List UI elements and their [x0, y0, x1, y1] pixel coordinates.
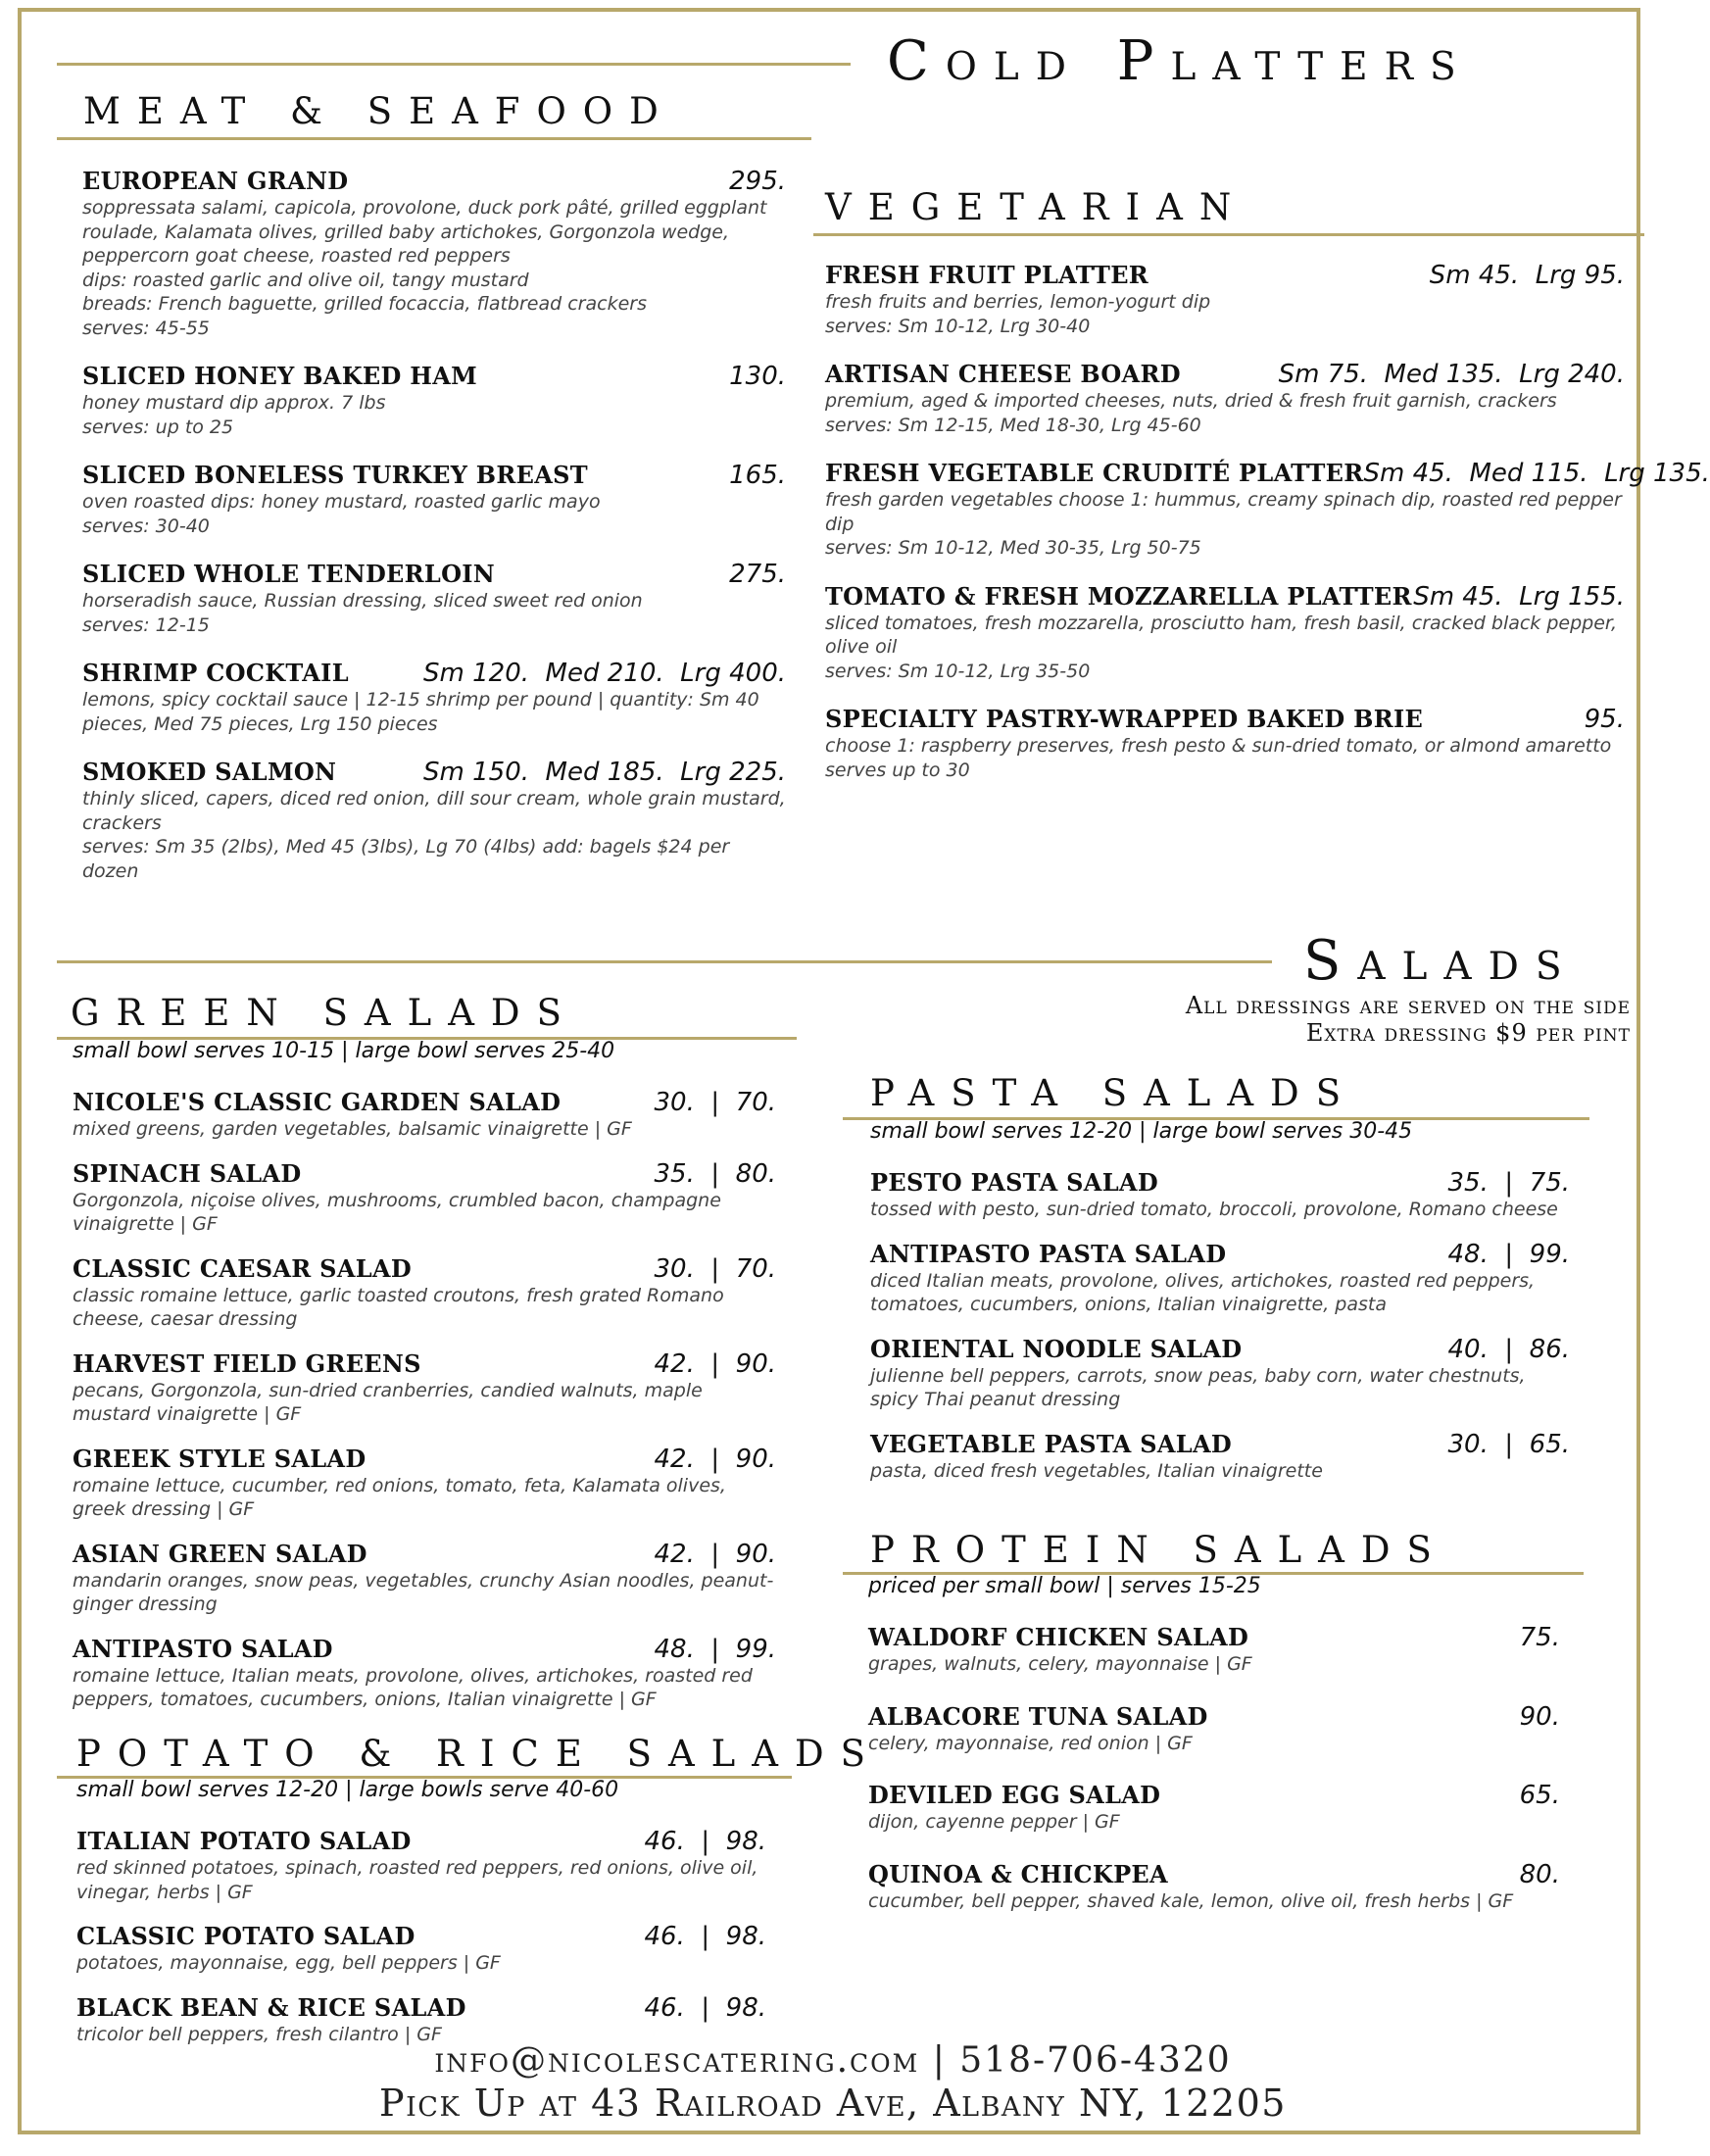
menu-item-price: 46. | 98.: [644, 1992, 766, 2023]
menu-item-description: tossed with pesto, sun-dried tomato, broccoli, provolone, Romano cheese: [870, 1199, 1558, 1220]
menu-item-header: [76, 1993, 766, 2023]
menu-item-description: oven roasted dips: honey mustard, roasted garlic mayo: [82, 491, 601, 513]
menu-item-description: honey mustard dip approx. 7 lbs: [82, 392, 386, 414]
menu-item-price: 35. | 80.: [654, 1158, 776, 1189]
salads-subtitle-extra: Extra dressing $9 per pint: [1305, 1019, 1631, 1047]
menu-item: [82, 659, 786, 736]
protein-salads-list: [868, 1623, 1560, 1938]
menu-item-name: QUINOA & CHICKPEA: [868, 1859, 1168, 1888]
menu-item-description: mandarin oranges, snow peas, vegetables, crunchy Asian noodles, peanut-ginger dressing: [73, 1569, 774, 1615]
menu-item-name: SMOKED SALMON: [82, 758, 337, 786]
menu-item-header: [825, 261, 1625, 290]
menu-item-description: thinly sliced, capers, diced red onion, dill sour cream, whole grain mustard, crackers: [82, 788, 786, 834]
menu-item-name: ARTISAN CHEESE BOARD: [825, 360, 1181, 388]
green-salads-list: [73, 1088, 776, 1730]
menu-item-header: [73, 1088, 776, 1117]
menu-item-header: [73, 1445, 776, 1474]
menu-item-header: [82, 362, 786, 391]
menu-item: [868, 1623, 1560, 1677]
menu-item: [73, 1254, 776, 1332]
menu-item: [76, 1993, 766, 2047]
menu-item-header: [868, 1702, 1560, 1732]
menu-item: [73, 1445, 776, 1522]
menu-item-header: [76, 1827, 766, 1856]
menu-item-description: serves: Sm 10-12, Med 30-35, Lrg 50-75: [825, 537, 1201, 559]
menu-item: [868, 1860, 1560, 1914]
menu-item-header: [82, 659, 786, 688]
menu-item: [870, 1335, 1570, 1412]
pasta-salads-title: PASTA SALADS: [870, 1072, 1358, 1114]
potato-rice-list: [76, 1827, 766, 2064]
menu-item-name: FRESH FRUIT PLATTER: [825, 261, 1149, 289]
menu-item-name: ANTIPASTO SALAD: [73, 1634, 333, 1663]
menu-item-price: 90.: [1519, 1701, 1560, 1732]
menu-item-description: classic romaine lettuce, garlic toasted croutons, fresh grated Romano cheese, caesar dressing: [73, 1284, 724, 1330]
menu-item-description: breads: French baguette, grilled focaccia, flatbread crackers: [82, 293, 647, 315]
menu-item-description: grapes, walnuts, celery, mayonnaise | GF: [868, 1653, 1252, 1675]
menu-item-header: [870, 1168, 1570, 1198]
menu-item-description: serves: up to 25: [82, 416, 234, 438]
menu-item-description: mixed greens, garden vegetables, balsamic vinaigrette | GF: [73, 1118, 632, 1140]
menu-item-description: potatoes, mayonnaise, egg, bell peppers | GF: [76, 1952, 501, 1974]
vegetarian-rule: [813, 233, 1644, 236]
menu-item-header: [870, 1335, 1570, 1364]
menu-item-price: Sm 120. Med 210. Lrg 400.: [423, 659, 786, 688]
menu-item-description: lemons, spicy cocktail sauce | 12-15 shrimp per pound | quantity: Sm 40 pieces, Med 75 pieces, Lrg 150 pieces: [82, 689, 759, 735]
menu-item-description: dijon, cayenne pepper | GF: [868, 1811, 1120, 1833]
menu-item-price: Sm 150. Med 185. Lrg 225.: [423, 758, 786, 787]
menu-item-description: romaine lettuce, cucumber, red onions, tomato, feta, Kalamata olives, greek dressing | GF: [73, 1474, 726, 1520]
menu-item-name: ITALIAN POTATO SALAD: [76, 1827, 412, 1855]
menu-item-price: 65.: [1519, 1781, 1560, 1810]
menu-item-description: diced Italian meats, provolone, olives, artichokes, roasted red peppers, tomatoes, cucumbers, onions, Italian vinaigrette, pasta: [870, 1269, 1536, 1315]
menu-item: [73, 1159, 776, 1237]
cold-platters-rule: [57, 63, 851, 66]
menu-item-price: 165.: [729, 461, 786, 490]
menu-item-header: [73, 1635, 776, 1664]
menu-item-description: pecans, Gorgonzola, sun-dried cranberries, candied walnuts, maple mustard vinaigrette | GF: [73, 1379, 703, 1425]
menu-item: [825, 705, 1625, 782]
menu-item-price: 35. | 75.: [1447, 1168, 1570, 1198]
meat-seafood-list: [82, 167, 786, 905]
menu-item-name: GREEK STYLE SALAD: [73, 1444, 366, 1473]
menu-item-header: [825, 582, 1625, 612]
menu-item-name: FRESH VEGETABLE CRUDITÉ PLATTER: [825, 459, 1364, 487]
menu-item-price: 42. | 90.: [654, 1444, 776, 1474]
menu-item-price: 46. | 98.: [644, 1922, 766, 1951]
menu-item-price: 275.: [729, 560, 786, 589]
menu-item-name: SHRIMP COCKTAIL: [82, 659, 349, 687]
menu-item-description: serves: 12-15: [82, 613, 210, 636]
menu-item-description: serves: Sm 10-12, Lrg 30-40: [825, 315, 1091, 337]
menu-item-price: Sm 75. Med 135. Lrg 240.: [1278, 360, 1625, 389]
menu-item-header: [73, 1159, 776, 1189]
salads-title: Salads: [1303, 929, 1579, 993]
menu-item: [82, 560, 786, 637]
menu-item: [82, 758, 786, 883]
menu-item-description: choose 1: raspberry preserves, fresh pesto & sun-dried tomato, or almond amaretto: [825, 735, 1612, 757]
footer-pickup: Pick Up at 43 Railroad Ave, Albany NY, 12205: [379, 2082, 1287, 2125]
menu-item: [868, 1702, 1560, 1756]
menu-item-price: Sm 45. Lrg 155.: [1413, 581, 1625, 612]
pasta-salads-list: [870, 1168, 1570, 1500]
menu-item-name: EUROPEAN GRAND: [82, 167, 349, 195]
menu-item: [73, 1540, 776, 1617]
menu-item-name: NICOLE'S CLASSIC GARDEN SALAD: [73, 1088, 562, 1116]
menu-item-name: SPINACH SALAD: [73, 1158, 302, 1188]
menu-item-description: serves: 45-55: [82, 317, 210, 339]
menu-item-price: 40. | 86.: [1447, 1334, 1570, 1364]
menu-item-price: Sm 45. Med 115. Lrg 135.: [1363, 459, 1710, 488]
menu-item: [73, 1088, 776, 1142]
menu-item-name: SPECIALTY PASTRY-WRAPPED BAKED BRIE: [825, 705, 1424, 733]
menu-item-price: Sm 45. Lrg 95.: [1429, 261, 1625, 290]
vegetarian-title: VEGETARIAN: [825, 186, 1248, 228]
menu-item-header: [868, 1781, 1560, 1810]
menu-item-description: fresh fruits and berries, lemon-yogurt dip: [825, 291, 1211, 313]
menu-item-header: [76, 1922, 766, 1951]
menu-item-description: premium, aged & imported cheeses, nuts, dried & fresh fruit garnish, crackers: [825, 390, 1557, 412]
footer-contact: info@nicolescatering.com | 518-706-4320: [434, 2040, 1232, 2081]
menu-item-description: pasta, diced fresh vegetables, Italian vinaigrette: [870, 1459, 1323, 1482]
menu-item-price: 48. | 99.: [654, 1634, 776, 1664]
menu-item-price: 48. | 99.: [1447, 1239, 1570, 1269]
menu-item-name: HARVEST FIELD GREENS: [73, 1348, 421, 1378]
menu-item-price: 75.: [1519, 1623, 1560, 1652]
menu-item-description: dips: roasted garlic and olive oil, tangy mustard: [82, 269, 529, 291]
menu-item-description: cucumber, bell pepper, shaved kale, lemon, olive oil, fresh herbs | GF: [868, 1889, 1514, 1912]
menu-item: [82, 461, 786, 538]
menu-item: [870, 1430, 1570, 1484]
menu-item-price: 42. | 90.: [654, 1348, 776, 1379]
menu-item-name: DEVILED EGG SALAD: [868, 1781, 1161, 1809]
menu-item: [870, 1168, 1570, 1222]
menu-item-header: [82, 461, 786, 490]
potato-rice-title: POTATO & RICE SALADS: [76, 1733, 882, 1775]
menu-item-header: [868, 1860, 1560, 1889]
menu-item-name: SLICED HONEY BAKED HAM: [82, 362, 477, 390]
salads-subtitle-dressing: All dressings are served on the side: [1185, 992, 1631, 1019]
menu-item: [82, 167, 786, 340]
vegetarian-list: [825, 261, 1710, 804]
menu-item-name: CLASSIC CAESAR SALAD: [73, 1253, 412, 1283]
menu-item: [82, 362, 786, 439]
menu-item: [73, 1635, 776, 1712]
menu-item-description: serves: 30-40: [82, 514, 210, 537]
menu-item-header: [825, 459, 1710, 488]
menu-item-name: CLASSIC POTATO SALAD: [76, 1922, 415, 1950]
menu-item-header: [73, 1540, 776, 1569]
menu-item-name: TOMATO & FRESH MOZZARELLA PLATTER: [825, 581, 1412, 611]
menu-item-header: [870, 1430, 1570, 1459]
menu-item-description: serves: Sm 12-15, Med 18-30, Lrg 45-60: [825, 414, 1201, 436]
menu-item-price: 46. | 98.: [644, 1827, 766, 1856]
menu-item-price: 80.: [1519, 1859, 1560, 1889]
menu-item-name: ORIENTAL NOODLE SALAD: [870, 1334, 1243, 1363]
menu-item-description: soppressata salami, capicola, provolone, duck pork pâté, grilled eggplant roulade, Kalamata olives, grilled baby artichokes, Gorgonzola wedge, peppercorn goat cheese, roasted red peppers: [82, 197, 767, 267]
menu-item-header: [870, 1240, 1570, 1269]
meat-seafood-title: MEAT & SEAFOOD: [83, 90, 675, 132]
protein-salads-note: priced per small bowl | serves 15-25: [868, 1574, 1261, 1598]
potato-rice-note: small bowl serves 12-20 | large bowls serve 40-60: [76, 1778, 619, 1802]
salads-rule: [57, 960, 1272, 963]
menu-item-name: ALBACORE TUNA SALAD: [868, 1701, 1208, 1731]
menu-item-price: 30. | 70.: [654, 1253, 776, 1284]
menu-item: [76, 1827, 766, 1904]
green-salads-note: small bowl serves 10-15 | large bowl serves 25-40: [73, 1039, 615, 1063]
menu-item-description: serves: Sm 35 (2lbs), Med 45 (3lbs), Lg 70 (4lbs) add: bagels $24 per dozen: [82, 836, 730, 882]
menu-item: [870, 1240, 1570, 1317]
menu-item-price: 42. | 90.: [654, 1539, 776, 1569]
menu-item-description: julienne bell peppers, carrots, snow peas, baby corn, water chestnuts, spicy Thai peanut dressing: [870, 1364, 1526, 1410]
menu-item-name: PESTO PASTA SALAD: [870, 1168, 1158, 1197]
menu-item-description: romaine lettuce, Italian meats, provolone, olives, artichokes, roasted red peppers, tomatoes, cucumbers, onions, Italian vinaigrette | GF: [73, 1664, 753, 1710]
cold-platters-title: Cold Platters: [887, 29, 1473, 93]
menu-item: [825, 261, 1625, 338]
menu-item-name: VEGETABLE PASTA SALAD: [870, 1429, 1233, 1458]
menu-item-name: BLACK BEAN & RICE SALAD: [76, 1992, 466, 2022]
green-salads-title: GREEN SALADS: [71, 992, 578, 1034]
menu-item: [825, 360, 1625, 437]
menu-item-header: [825, 705, 1625, 734]
menu-item-name: SLICED WHOLE TENDERLOIN: [82, 560, 496, 588]
protein-salads-title: PROTEIN SALADS: [870, 1529, 1448, 1571]
menu-item-header: [825, 360, 1625, 389]
menu-item: [76, 1922, 766, 1976]
menu-item-price: 130.: [729, 362, 786, 391]
menu-item-description: celery, mayonnaise, red onion | GF: [868, 1732, 1193, 1754]
menu-item-header: [868, 1623, 1560, 1652]
menu-item-price: 95.: [1584, 705, 1625, 734]
menu-item: [825, 459, 1710, 561]
meat-seafood-rule: [57, 137, 811, 140]
menu-item-description: serves: Sm 10-12, Lrg 35-50: [825, 660, 1091, 682]
menu-item-description: tricolor bell peppers, fresh cilantro | GF: [76, 2023, 442, 2045]
menu-item-description: red skinned potatoes, spinach, roasted red peppers, red onions, olive oil, vinegar, herbs | GF: [76, 1857, 758, 1903]
menu-item-description: serves up to 30: [825, 759, 970, 781]
menu-item: [73, 1349, 776, 1427]
menu-item: [868, 1781, 1560, 1835]
menu-item-header: [73, 1349, 776, 1379]
menu-item-price: 30. | 70.: [654, 1088, 776, 1117]
menu-item-header: [73, 1254, 776, 1284]
menu-item-header: [82, 560, 786, 589]
menu-item-price: 30. | 65.: [1447, 1429, 1570, 1459]
menu-item-name: ASIAN GREEN SALAD: [73, 1539, 367, 1568]
menu-item: [825, 582, 1625, 684]
menu-item-price: 295.: [729, 167, 786, 196]
menu-item-name: WALDORF CHICKEN SALAD: [868, 1623, 1249, 1651]
menu-item-description: Gorgonzola, niçoise olives, mushrooms, crumbled bacon, champagne vinaigrette | GF: [73, 1189, 721, 1235]
pasta-salads-note: small bowl serves 12-20 | large bowl serves 30-45: [870, 1119, 1413, 1144]
menu-item-name: SLICED BONELESS TURKEY BREAST: [82, 461, 588, 489]
menu-item-header: [82, 167, 786, 196]
menu-item-description: fresh garden vegetables choose 1: hummus, creamy spinach dip, roasted red pepper dip: [825, 489, 1622, 535]
menu-item-name: ANTIPASTO PASTA SALAD: [870, 1239, 1227, 1268]
menu-item-description: sliced tomatoes, fresh mozzarella, prosciutto ham, fresh basil, cracked black pepper, olive oil: [825, 612, 1618, 658]
menu-item-header: [82, 758, 786, 787]
menu-item-description: horseradish sauce, Russian dressing, sliced sweet red onion: [82, 590, 643, 612]
